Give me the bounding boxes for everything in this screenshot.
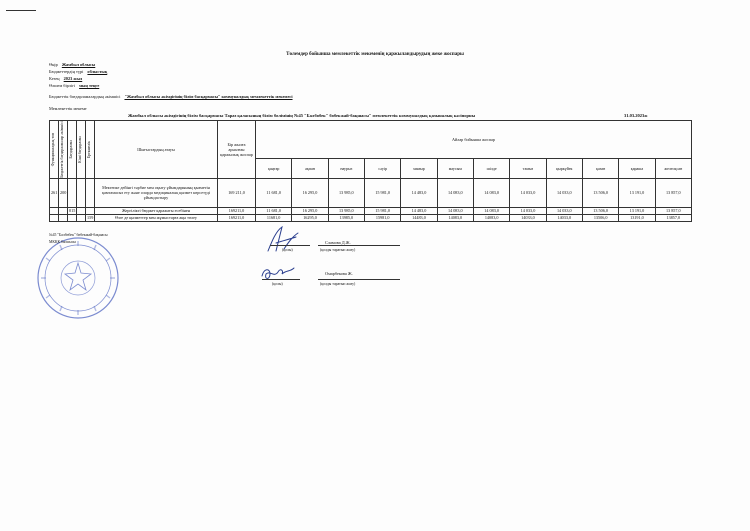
- cell-name: Өзге де қызметтер мен жұмыстарға ақы төлеу: [95, 214, 218, 221]
- signature-line: [270, 245, 310, 246]
- header-program: Бағдарлама: [68, 121, 77, 179]
- month-header: маусым: [437, 158, 473, 178]
- signature-line: [262, 279, 300, 280]
- cell-func: [50, 214, 59, 221]
- signer-name-1: Сламова Д.Ж.: [325, 240, 351, 245]
- meta-value: "Жамбыл облысы әкімдігінің білім басқармасы" коммуналдық мемлекеттік мекемесі: [124, 94, 293, 99]
- cell-subprogram: [77, 207, 86, 214]
- cell-month-value: 13 506,0: [582, 178, 618, 207]
- cell-month-value: 13 985,0: [328, 207, 364, 214]
- cell-month-value: 14033,0: [510, 214, 546, 221]
- meta-unit: [49, 83, 99, 88]
- cell-month-value: 13191,0: [619, 214, 655, 221]
- cell-month-value: 13857,0: [655, 214, 691, 221]
- cell-name: Жергілікті бюджет қаражаты есебінен: [95, 207, 218, 214]
- header-name: Шығыстардың атауы: [95, 121, 218, 179]
- corner-mark: [6, 10, 36, 11]
- cell-admin: [59, 207, 68, 214]
- table-row: [50, 214, 692, 221]
- cell-specifics: [86, 178, 95, 207]
- cell-month-value: 11 681,0: [256, 178, 292, 207]
- meta-label: Кезең: [49, 76, 60, 81]
- cell-month-value: 16 295,0: [292, 207, 328, 214]
- cell-specifics: [86, 207, 95, 214]
- cell-program: [68, 178, 77, 207]
- month-header: шілде: [473, 158, 509, 178]
- meta-value: 2023 жыл: [63, 76, 83, 81]
- signature-name-caption: (қолды таратып жазу): [320, 282, 356, 286]
- stamp-caption-1: №45 "Балбөбек" бөбекжай-бақшасы: [49, 233, 108, 237]
- cell-month-value: 14 083,0: [473, 207, 509, 214]
- stamp-caption-2: МКҚК басшысы: [49, 240, 76, 244]
- month-header: ақпан: [292, 158, 328, 178]
- signer-name-2: Омарбекова Ж.: [325, 271, 353, 276]
- cell-month-value: 14033,0: [546, 214, 582, 221]
- cell-month-value: 13 191,0: [619, 207, 655, 214]
- cell-month-value: 14 083,0: [473, 178, 509, 207]
- cell-month-value: 13506,0: [582, 214, 618, 221]
- document-date: 31.03.2023ж: [624, 113, 648, 118]
- handwritten-signature-2: [258, 262, 298, 284]
- signature-caption: (қолы): [282, 248, 293, 252]
- meta-region: [49, 62, 95, 67]
- cell-admin: [59, 214, 68, 221]
- meta-period: [49, 76, 82, 81]
- header-subprogram: Кіші бағдарлама: [77, 121, 86, 179]
- cell-month-value: 13 857,0: [655, 207, 691, 214]
- cell-total: 169211,0: [218, 214, 256, 221]
- round-stamp: [36, 236, 120, 320]
- cell-month-value: 13 191,0: [619, 178, 655, 207]
- cell-month-value: 14 033,0: [546, 178, 582, 207]
- signature-caption: (қолы): [272, 282, 283, 286]
- header-admin: Бюджеттік бағдарламалар әкімшісі: [59, 121, 68, 179]
- meta-label: Бюджеттердің түрі: [49, 69, 84, 74]
- meta-value: мың теңге: [79, 83, 100, 88]
- cell-month-value: 14 483,0: [401, 178, 437, 207]
- cell-name: Мектепке дейінгі тәрбие мен оқыту ұйымдарының қызметін қамтамасыз ету және оларда медициналық қызмет көрсетуді ұйымдастыру: [95, 178, 218, 207]
- cell-total: 169211,0: [218, 207, 256, 214]
- meta-label: Өңір: [49, 62, 58, 67]
- cell-month-value: 13985,0: [328, 214, 364, 221]
- cell-month-value: 13 985,0: [328, 178, 364, 207]
- table-row: [50, 207, 692, 214]
- month-header: қараша: [619, 158, 655, 178]
- cell-month-value: 13 506,0: [582, 207, 618, 214]
- signature-name-caption: (қолды таратып жазу): [320, 248, 356, 252]
- signature-line: [318, 279, 400, 280]
- header-func-group: Функционалдық топ: [50, 121, 59, 179]
- meta-administrator: [49, 94, 293, 99]
- institution-name: Жамбыл облысы әкімдігінің білім басқармасы Тараз қаласының білім бөлімінің №45 "Балбөбек" бөбекжай-бақшасы" мемлекеттік коммуналдық қазыналық кәсіпорны: [128, 113, 476, 118]
- meta-institution: [49, 106, 87, 111]
- cell-month-value: 11681,0: [256, 214, 292, 221]
- cell-month-value: 15 981,0: [364, 207, 400, 214]
- meta-value: Жамбыл облысы: [61, 62, 96, 67]
- month-header: мамыр: [401, 158, 437, 178]
- cell-func: 261: [50, 178, 59, 207]
- month-header: наурыз: [328, 158, 364, 178]
- cell-subprogram: [77, 178, 86, 207]
- month-header: сәуір: [364, 158, 400, 178]
- meta-label: Мемлекеттік мекеме: [49, 106, 87, 111]
- signature-line: [318, 245, 400, 246]
- cell-program: 015: [69, 208, 76, 214]
- document-title: Төлемдер бойынша мемлекеттік мекеменің қаржыландырудың жеке жоспары: [286, 52, 464, 57]
- cell-month-value: 14 483,0: [401, 207, 437, 214]
- cell-month-value: 14083,0: [437, 214, 473, 221]
- cell-month-value: 15981,0: [364, 214, 400, 221]
- cell-month-value: 14 033,0: [510, 178, 546, 207]
- cell-total: 169 211,0: [218, 178, 256, 207]
- cell-month-value: 14083,0: [473, 214, 509, 221]
- cell-month-value: 16 295,0: [292, 178, 328, 207]
- cell-month-value: 14 033,0: [510, 207, 546, 214]
- cell-month-value: 14483,0: [401, 214, 437, 221]
- month-header: қазан: [582, 158, 618, 178]
- cell-month-value: 14 083,0: [437, 178, 473, 207]
- header-total: Бір жылға арналған қаржылық жоспар: [218, 121, 256, 179]
- cell-func: [50, 207, 59, 214]
- meta-budget-type: [49, 69, 107, 74]
- month-header: қаңтар: [256, 158, 292, 178]
- month-header: қыркүйек: [546, 158, 582, 178]
- cell-month-value: 16295,0: [292, 214, 328, 221]
- table-row: [50, 178, 692, 207]
- cell-month-value: 11 681,0: [256, 207, 292, 214]
- meta-label: Бюджеттік бағдарламалардың әкімшісі: [49, 94, 121, 99]
- cell-month-value: 14 083,0: [437, 207, 473, 214]
- cell-subprogram: [77, 214, 86, 221]
- month-header: тамыз: [510, 158, 546, 178]
- meta-label: Өлшем бірлігі: [49, 83, 76, 88]
- cell-specifics: 159: [87, 215, 94, 221]
- cell-month-value: 15 981,0: [364, 178, 400, 207]
- cell-admin: 200: [59, 178, 68, 207]
- cell-program: [68, 214, 77, 221]
- financing-table: [49, 120, 692, 222]
- month-header: желтоқсан: [655, 158, 691, 178]
- cell-month-value: 14 033,0: [546, 207, 582, 214]
- cell-month-value: 13 857,0: [655, 178, 691, 207]
- meta-value: облыстық: [87, 69, 108, 74]
- header-specifics: Ерекшелік: [86, 121, 95, 179]
- header-monthly: Айлар бойынша жоспар: [256, 121, 692, 159]
